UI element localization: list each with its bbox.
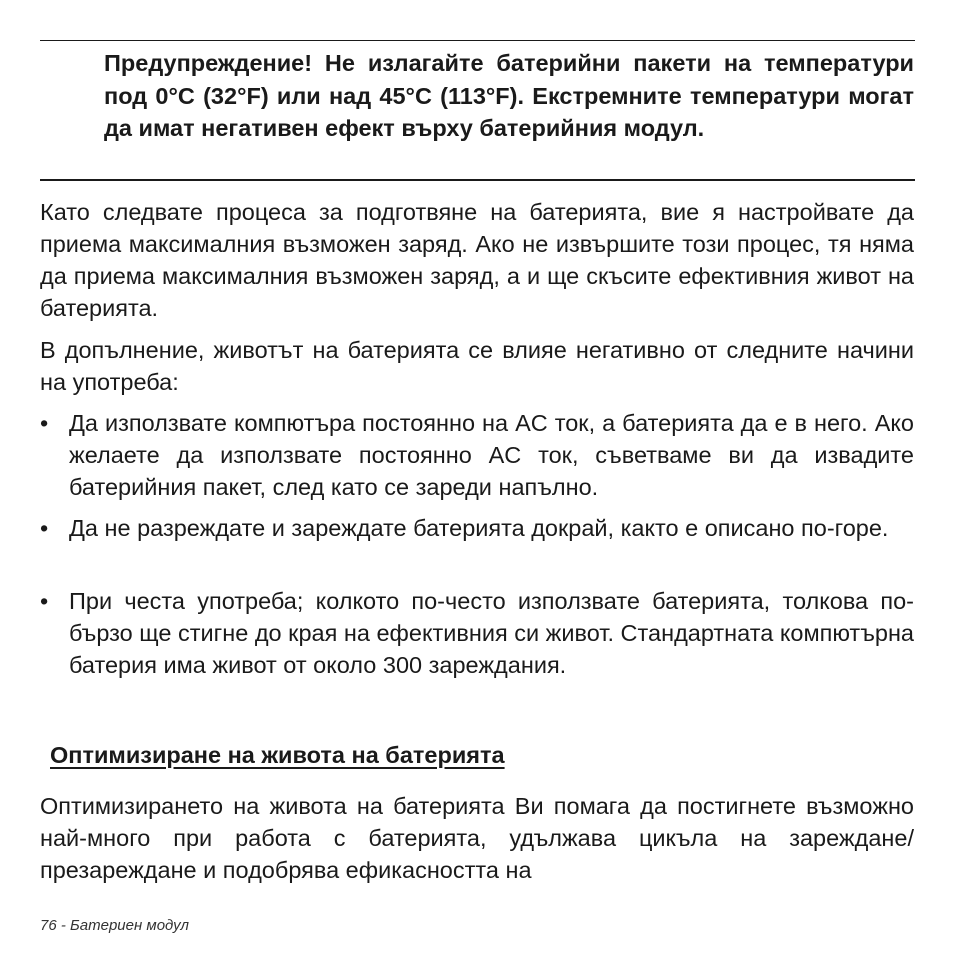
bullet-text: При честа употреба; колкото по-често използвате батерията, толкова по-бързо ще стигне до края на ефективния си живот. Стандартната компютърна батерия има живот от около 300 зареждания. [69,588,914,678]
paragraph-usage-intro: В допълнение, животът на батерията се влияе негативно от следните начини на употреба: [40,337,914,395]
bullet-text: Да използвате компютъра постоянно на AC ток, а батерията да е в него. Ако желаете да използвате постоянно AC ток, съветваме ви да извадите батерийния пакет, след като се зареди напълно. [69,410,914,500]
warning-top-rule [40,40,915,41]
paragraph-optimization: Оптимизирането на живота на батерията Ви помага да постигнете възможно най-много при работа с батерията, удължава цикъла на зареждане/презареждане и подобрява ефикасността на [40,793,914,883]
warning-bottom-rule [40,179,915,181]
page-footer: 76 - Батериен модул [40,917,189,934]
list-item [40,512,914,544]
list-item [40,585,914,681]
paragraph-battery-conditioning: Като следвате процеса за подготвяне на батерията, вие я настройвате да приема максималния възможен заряд. Ако не извършите този процес, тя няма да приема максималния възможен заряд, а и ще скъсите ефективния живот на батерията. [40,199,914,321]
bullet-marker: • [40,410,49,436]
bullet-text: Да не разреждате и зареждате батерията докрай, както е описано по-горе. [69,515,889,541]
list-item [40,407,914,503]
bullet-marker: • [40,515,49,541]
section-heading: Оптимизиране на живота на батерията [50,742,505,768]
warning-note: Предупреждение! Не излагайте батерийни пакети на температури под 0°C (32°F) или над 45°C (113°F). Екстремните температури могат да имат негативен ефект върху батерийния модул. [104,50,914,141]
bullet-marker: • [40,588,49,614]
